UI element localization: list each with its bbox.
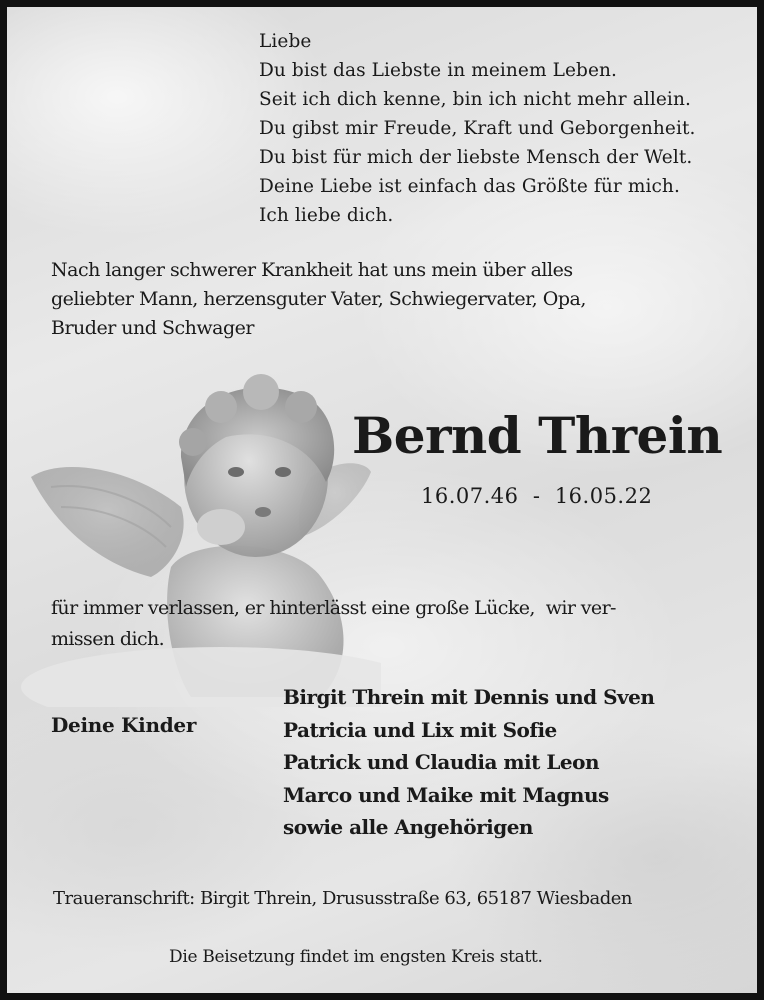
family-member: Patrick und Claudia mit Leon <box>283 750 600 774</box>
closing-line: für immer verlassen, er hinterlässt eine große Lücke, wir ver- <box>51 597 616 619</box>
family-member: Birgit Threin mit Dennis und Sven <box>283 685 655 709</box>
children-label: Deine Kinder <box>51 713 197 737</box>
life-dates: 16.07.46 - 16.05.22 <box>421 484 653 508</box>
funeral-note: Die Beisetzung findet im engsten Kreis statt. <box>169 947 543 967</box>
deceased-name: Bernd Threin <box>352 406 723 465</box>
poem-line: Seit ich dich kenne, bin ich nicht mehr allein. <box>259 89 691 110</box>
family-member: Patricia und Lix mit Sofie <box>283 717 557 742</box>
intro-line: geliebter Mann, herzensguter Vater, Schwiegervater, Opa, <box>51 288 586 310</box>
closing-line: missen dich. <box>51 628 165 650</box>
family-member: Marco und Maike mit Magnus <box>283 782 609 807</box>
poem-line: Liebe <box>259 31 312 52</box>
poem-line: Du gibst mir Freude, Kraft und Geborgenheit. <box>259 118 696 139</box>
intro-text <box>51 256 586 343</box>
family-member: sowie alle Angehörigen <box>283 815 533 839</box>
mourning-address: Traueranschrift: Birgit Threin, Drususstraße 63, 65187 Wiesbaden <box>53 888 633 909</box>
family-list <box>283 681 654 844</box>
angel-cherub-image <box>21 367 381 707</box>
poem-line: Du bist das Liebste in meinem Leben. <box>259 60 618 81</box>
intro-line: Nach langer schwerer Krankheit hat uns mein über alles <box>51 259 573 281</box>
poem-line: Deine Liebe ist einfach das Größte für mich. <box>259 176 680 197</box>
poem <box>259 27 695 230</box>
poem-line: Ich liebe dich. <box>259 205 394 226</box>
intro-line: Bruder und Schwager <box>51 317 254 339</box>
poem-line: Du bist für mich der liebste Mensch der Welt. <box>259 147 693 168</box>
closing-text <box>51 593 616 655</box>
